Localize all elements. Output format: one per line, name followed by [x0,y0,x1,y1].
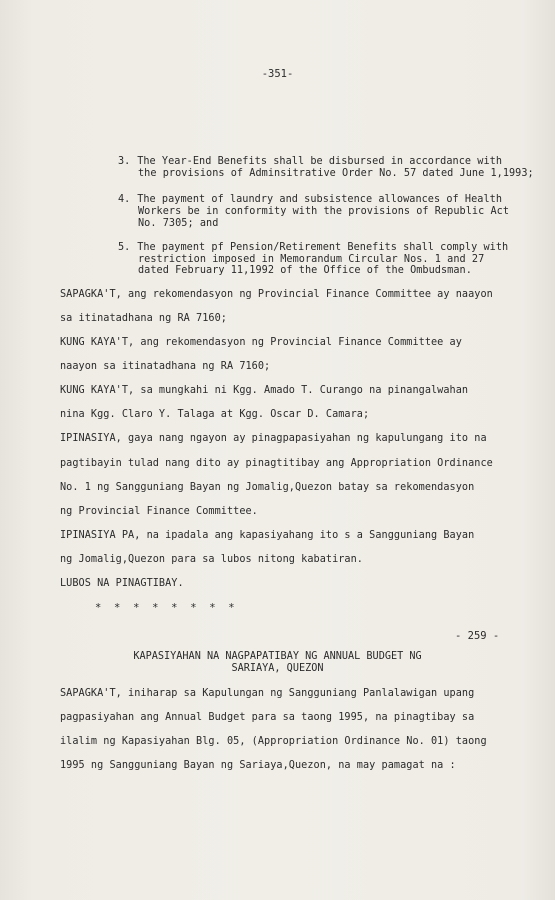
item-line: The payment of laundry and subsistence allowances of Health [137,194,503,205]
resolution-heading-sub: SARIAYA, QUEZON [231,663,324,674]
item-line: the provisions of Adminsitrative Order No. 57 dated June 1,1993; [138,168,534,179]
resolution-heading: KAPASIYAHAN NA NAGPAPATIBAY NG ANNUAL BUDGET NG [133,651,422,662]
body-line: SAPAGKA'T, ang rekomendasyon ng Provincial Finance Committee ay naayon [60,289,493,300]
body-line: KUNG KAYA'T, ang rekomendasyon ng Provincial Finance Committee ay [60,337,462,348]
body-line: ng Jomalig,Quezon para sa lubos nitong kabatiran. [60,554,363,565]
body-line: LUBOS NA PINAGTIBAY. [60,578,184,589]
item-number: 4. [118,194,131,205]
page-number-2: - 259 - [455,630,500,642]
item-number: 3. [118,156,131,167]
body-line: KUNG KAYA'T, sa mungkahi ni Kgg. Amado T. Curango na pinangalwahan [60,385,469,396]
item-line: The Year-End Benefits shall be disbursed in accordance with [137,156,503,167]
item-line: Workers be in conformity with the provisions of Republic Act [138,206,510,217]
body-line: pagpasiyahan ang Annual Budget para sa taong 1995, na pinagtibay sa [60,712,475,723]
item-line: The payment pf Pension/Retirement Benefits shall comply with [137,242,509,253]
item-number: 5. [118,242,131,253]
body-line: naayon sa itinatadhana ng RA 7160; [60,361,271,372]
body-line: ilalim ng Kapasiyahan Blg. 05, (Appropriation Ordinance No. 01) taong [60,736,487,747]
item-line: No. 7305; and [138,218,219,229]
list-item [118,242,508,253]
body-line: 1995 ng Sangguniang Bayan ng Sariaya,Quezon, na may pamagat na : [60,760,456,771]
body-line: SAPAGKA'T, iniharap sa Kapulungan ng Sangguniang Panlalawigan upang [60,688,475,699]
separator: * * * * * * * * [95,602,238,614]
list-item [118,194,502,205]
body-line: IPINASIYA PA, na ipadala ang kapasiyahang ito s a Sangguniang Bayan [60,530,475,541]
body-line: No. 1 ng Sangguniang Bayan ng Jomalig,Quezon batay sa rekomendasyon [60,482,475,493]
body-line: nina Kgg. Claro Y. Talaga at Kgg. Oscar D. Camara; [60,409,370,420]
item-line: restriction imposed in Memorandum Circular Nos. 1 and 27 [138,254,485,265]
body-line: ng Provincial Finance Committee. [60,506,258,517]
list-item [118,156,502,167]
page-number: -351- [261,68,294,80]
body-line: IPINASIYA, gaya nang ngayon ay pinagpapasiyahan ng kapulungang ito na [60,433,487,444]
body-line: pagtibayin tulad nang dito ay pinagtitibay ang Appropriation Ordinance [60,458,493,469]
body-line: sa itinatadhana ng RA 7160; [60,313,227,324]
item-line: dated February 11,1992 of the Office of the Ombudsman. [138,265,472,276]
